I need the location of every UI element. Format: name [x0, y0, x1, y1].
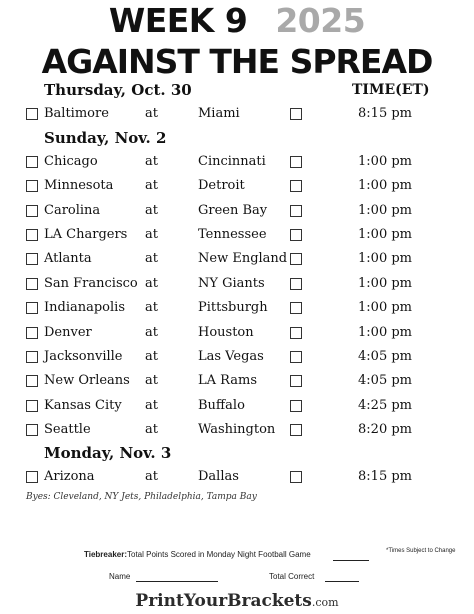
home-pick-checkbox[interactable] — [290, 205, 302, 217]
at-label: at — [145, 397, 158, 413]
away-pick-checkbox[interactable] — [26, 351, 38, 363]
game-row — [0, 396, 474, 416]
game-time: 4:05 pm — [358, 373, 412, 389]
away-pick-checkbox[interactable] — [26, 229, 38, 241]
title-week — [0, 2, 474, 40]
game-time: 1:00 pm — [358, 202, 412, 218]
home-team: NY Giants — [198, 275, 265, 291]
home-team: Cincinnati — [198, 154, 266, 169]
at-label: at — [145, 154, 158, 169]
at-label: at — [145, 348, 158, 364]
away-pick-checkbox[interactable] — [26, 471, 38, 483]
home-team: Detroit — [198, 178, 245, 194]
game-row — [0, 274, 474, 294]
at-label: at — [145, 106, 158, 121]
home-team: LA Rams — [198, 373, 257, 389]
home-team: Houston — [198, 324, 254, 340]
game-row — [0, 201, 474, 221]
game-row — [0, 225, 474, 245]
game-time: 1:00 pm — [358, 178, 412, 194]
day-header: Thursday, Oct. 30 — [44, 81, 192, 99]
home-team: Tennessee — [198, 227, 267, 243]
home-pick-checkbox[interactable] — [290, 424, 302, 436]
away-team: New Orleans — [44, 373, 130, 389]
at-label: at — [145, 421, 158, 437]
tiebreaker-blank[interactable] — [333, 560, 369, 561]
game-row — [0, 176, 474, 196]
home-pick-checkbox[interactable] — [290, 108, 302, 120]
away-team: San Francisco — [44, 275, 138, 291]
game-time: 8:20 pm — [358, 421, 412, 437]
home-team: Dallas — [198, 469, 239, 484]
at-label: at — [145, 251, 158, 267]
game-row — [0, 371, 474, 391]
at-label: at — [145, 300, 158, 316]
brand-logo: PrintYourBrackets.com — [135, 591, 339, 611]
home-team: New England — [198, 251, 288, 267]
home-pick-checkbox[interactable] — [290, 400, 302, 412]
day-header: Monday, Nov. 3 — [44, 444, 172, 462]
away-pick-checkbox[interactable] — [26, 278, 38, 290]
home-pick-checkbox[interactable] — [290, 471, 302, 483]
home-pick-checkbox[interactable] — [290, 351, 302, 363]
day-header: Sunday, Nov. 2 — [44, 129, 167, 147]
home-pick-checkbox[interactable] — [290, 302, 302, 314]
game-row — [0, 347, 474, 367]
name-label: Name — [109, 572, 131, 581]
at-label: at — [145, 178, 158, 194]
game-row — [0, 104, 474, 124]
away-pick-checkbox[interactable] — [26, 180, 38, 192]
total-correct-label: Total Correct — [269, 572, 315, 581]
home-team: Green Bay — [198, 202, 268, 218]
at-label: at — [145, 373, 158, 389]
home-pick-checkbox[interactable] — [290, 278, 302, 290]
time-column-header: TIME(ET) — [352, 82, 430, 98]
away-pick-checkbox[interactable] — [26, 375, 38, 387]
game-time: 1:00 pm — [358, 324, 412, 340]
away-pick-checkbox[interactable] — [26, 108, 38, 120]
at-label: at — [145, 227, 158, 243]
game-row — [0, 298, 474, 318]
week-label: WEEK 9 — [108, 1, 248, 40]
home-team: Buffalo — [198, 397, 245, 413]
home-pick-checkbox[interactable] — [290, 327, 302, 339]
home-team: Miami — [198, 106, 240, 121]
away-team: Carolina — [44, 202, 101, 218]
at-label: at — [145, 324, 158, 340]
game-row — [0, 249, 474, 269]
away-team: Minnesota — [44, 178, 114, 194]
byes-note: Byes: Cleveland, NY Jets, Philadelphia, Tampa Bay — [26, 492, 257, 502]
home-pick-checkbox[interactable] — [290, 253, 302, 265]
away-pick-checkbox[interactable] — [26, 205, 38, 217]
game-time: 8:15 pm — [358, 106, 412, 121]
away-pick-checkbox[interactable] — [26, 400, 38, 412]
game-row — [0, 323, 474, 343]
home-team: Washington — [198, 421, 276, 437]
game-time: 1:00 pm — [358, 275, 412, 291]
home-pick-checkbox[interactable] — [290, 156, 302, 168]
title-subtitle: AGAINST THE SPREAD — [41, 42, 433, 81]
home-pick-checkbox[interactable] — [290, 375, 302, 387]
game-time: 1:00 pm — [358, 227, 412, 243]
game-row — [0, 152, 474, 172]
year-label: 2025 — [275, 1, 366, 40]
game-time: 4:05 pm — [358, 348, 412, 364]
name-blank[interactable] — [136, 581, 218, 582]
game-row — [0, 467, 474, 487]
away-team: LA Chargers — [44, 227, 128, 243]
at-label: at — [145, 469, 158, 484]
away-pick-checkbox[interactable] — [26, 327, 38, 339]
away-team: Kansas City — [44, 397, 122, 413]
home-team: Pittsburgh — [198, 300, 268, 316]
away-team: Indianapolis — [44, 300, 125, 316]
home-pick-checkbox[interactable] — [290, 180, 302, 192]
game-time: 1:00 pm — [358, 154, 412, 169]
game-time: 4:25 pm — [358, 397, 412, 413]
tiebreaker-label: Tiebreaker:Total Points Scored in Monday Night Football Game — [84, 550, 311, 559]
at-label: at — [145, 275, 158, 291]
away-pick-checkbox[interactable] — [26, 302, 38, 314]
at-label: at — [145, 202, 158, 218]
game-time: 1:00 pm — [358, 251, 412, 267]
away-pick-checkbox[interactable] — [26, 253, 38, 265]
home-team: Las Vegas — [198, 348, 264, 364]
away-pick-checkbox[interactable] — [26, 424, 38, 436]
game-time: 1:00 pm — [358, 300, 412, 316]
away-team: Arizona — [44, 469, 95, 484]
game-row — [0, 420, 474, 440]
game-time: 8:15 pm — [358, 469, 412, 484]
home-pick-checkbox[interactable] — [290, 229, 302, 241]
away-team: Chicago — [44, 154, 98, 169]
total-correct-blank[interactable] — [325, 581, 359, 582]
away-team: Denver — [44, 324, 92, 340]
away-team: Jacksonville — [44, 348, 123, 364]
away-team: Seattle — [44, 421, 91, 437]
times-subject-note: *Times Subject to Change — [386, 548, 456, 554]
away-team: Baltimore — [44, 106, 109, 121]
away-team: Atlanta — [44, 251, 92, 267]
away-pick-checkbox[interactable] — [26, 156, 38, 168]
